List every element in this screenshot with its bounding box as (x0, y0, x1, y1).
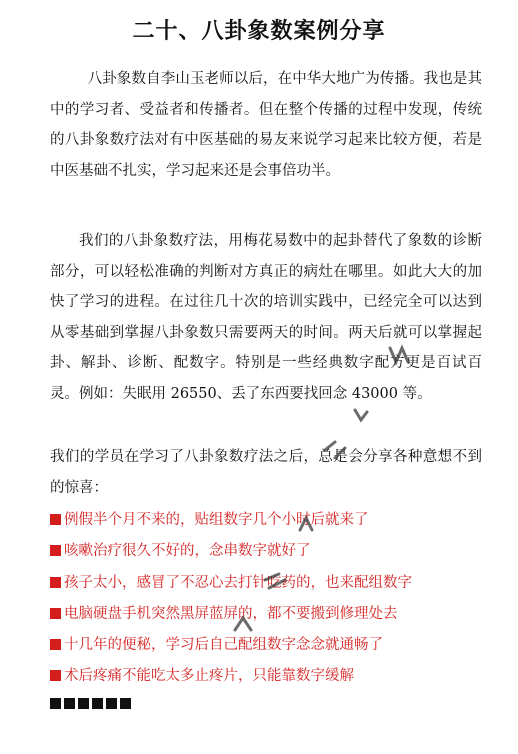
case-text: 例假半个月不来的，贴组数字几个小时后就来了 (64, 512, 369, 528)
square-mark-icon (50, 698, 61, 709)
paragraph-method: 我们的八卦象数疗法，用梅花易数中的起卦替代了象数的诊断部分，可以轻松准确的判断对方真正的病灶在哪里。如此大大的加快了学习的进程。在过往几十次的培训实践中，已经完全可以达到从零基础到掌握八卦象数只需要两天的时间。两天后就可以掌握起卦、解卦、诊断、配数字。特别是一些经典数字配方更是百试百灵。例如：失眠用 26550、丢了东西要找回念 43000 等。 (50, 233, 482, 402)
case-text: 电脑硬盘手机突然黑屏蓝屏的，都不要搬到修理处去 (64, 605, 398, 622)
paragraph-students: 我们的学员在学习了八卦象数疗法之后，总是会分享各种意想不到的惊喜： (50, 449, 482, 496)
list-item (50, 661, 490, 692)
case-text: 十几年的便秘，学习后自己配组数字念念就通畅了 (64, 637, 383, 654)
case-text: 咳嗽治疗很久不好的，念串数字就好了 (64, 543, 311, 560)
case-text: 孩子太小，感冒了不忍心去打针吃药的，也来配组数字 (64, 574, 412, 591)
square-bullet-icon (50, 514, 61, 525)
list-item (50, 568, 490, 599)
square-mark-icon (106, 698, 117, 709)
square-mark-icon (78, 698, 89, 709)
square-mark-icon (92, 698, 103, 709)
list-item (50, 630, 490, 661)
paragraph-intro: 八卦象数自李山玉老师以后，在中华大地广为传播。我也是其中的学习者、受益者和传播者。但在整个传播的过程中发现，传统的八卦象数疗法对有中医基础的易友来说学习起来比较方便，若是中医基础不扎实，学习起来还是会事倍功半。 (50, 71, 482, 179)
square-mark-icon (64, 698, 75, 709)
square-bullet-icon (50, 545, 61, 556)
list-item (50, 505, 490, 536)
square-bullet-icon (50, 639, 61, 650)
case-text: 术后疼痛不能吃太多止疼片，只能靠数字缓解 (64, 668, 354, 685)
square-mark-icon (120, 698, 131, 709)
case-list (50, 505, 490, 693)
document-title: 二十、八卦象数案例分享 (132, 18, 386, 44)
trailing-square-marks (50, 698, 131, 712)
list-item (50, 599, 490, 630)
list-item (50, 536, 490, 567)
square-bullet-icon (50, 608, 61, 619)
square-bullet-icon (50, 670, 61, 681)
square-bullet-icon (50, 577, 61, 588)
